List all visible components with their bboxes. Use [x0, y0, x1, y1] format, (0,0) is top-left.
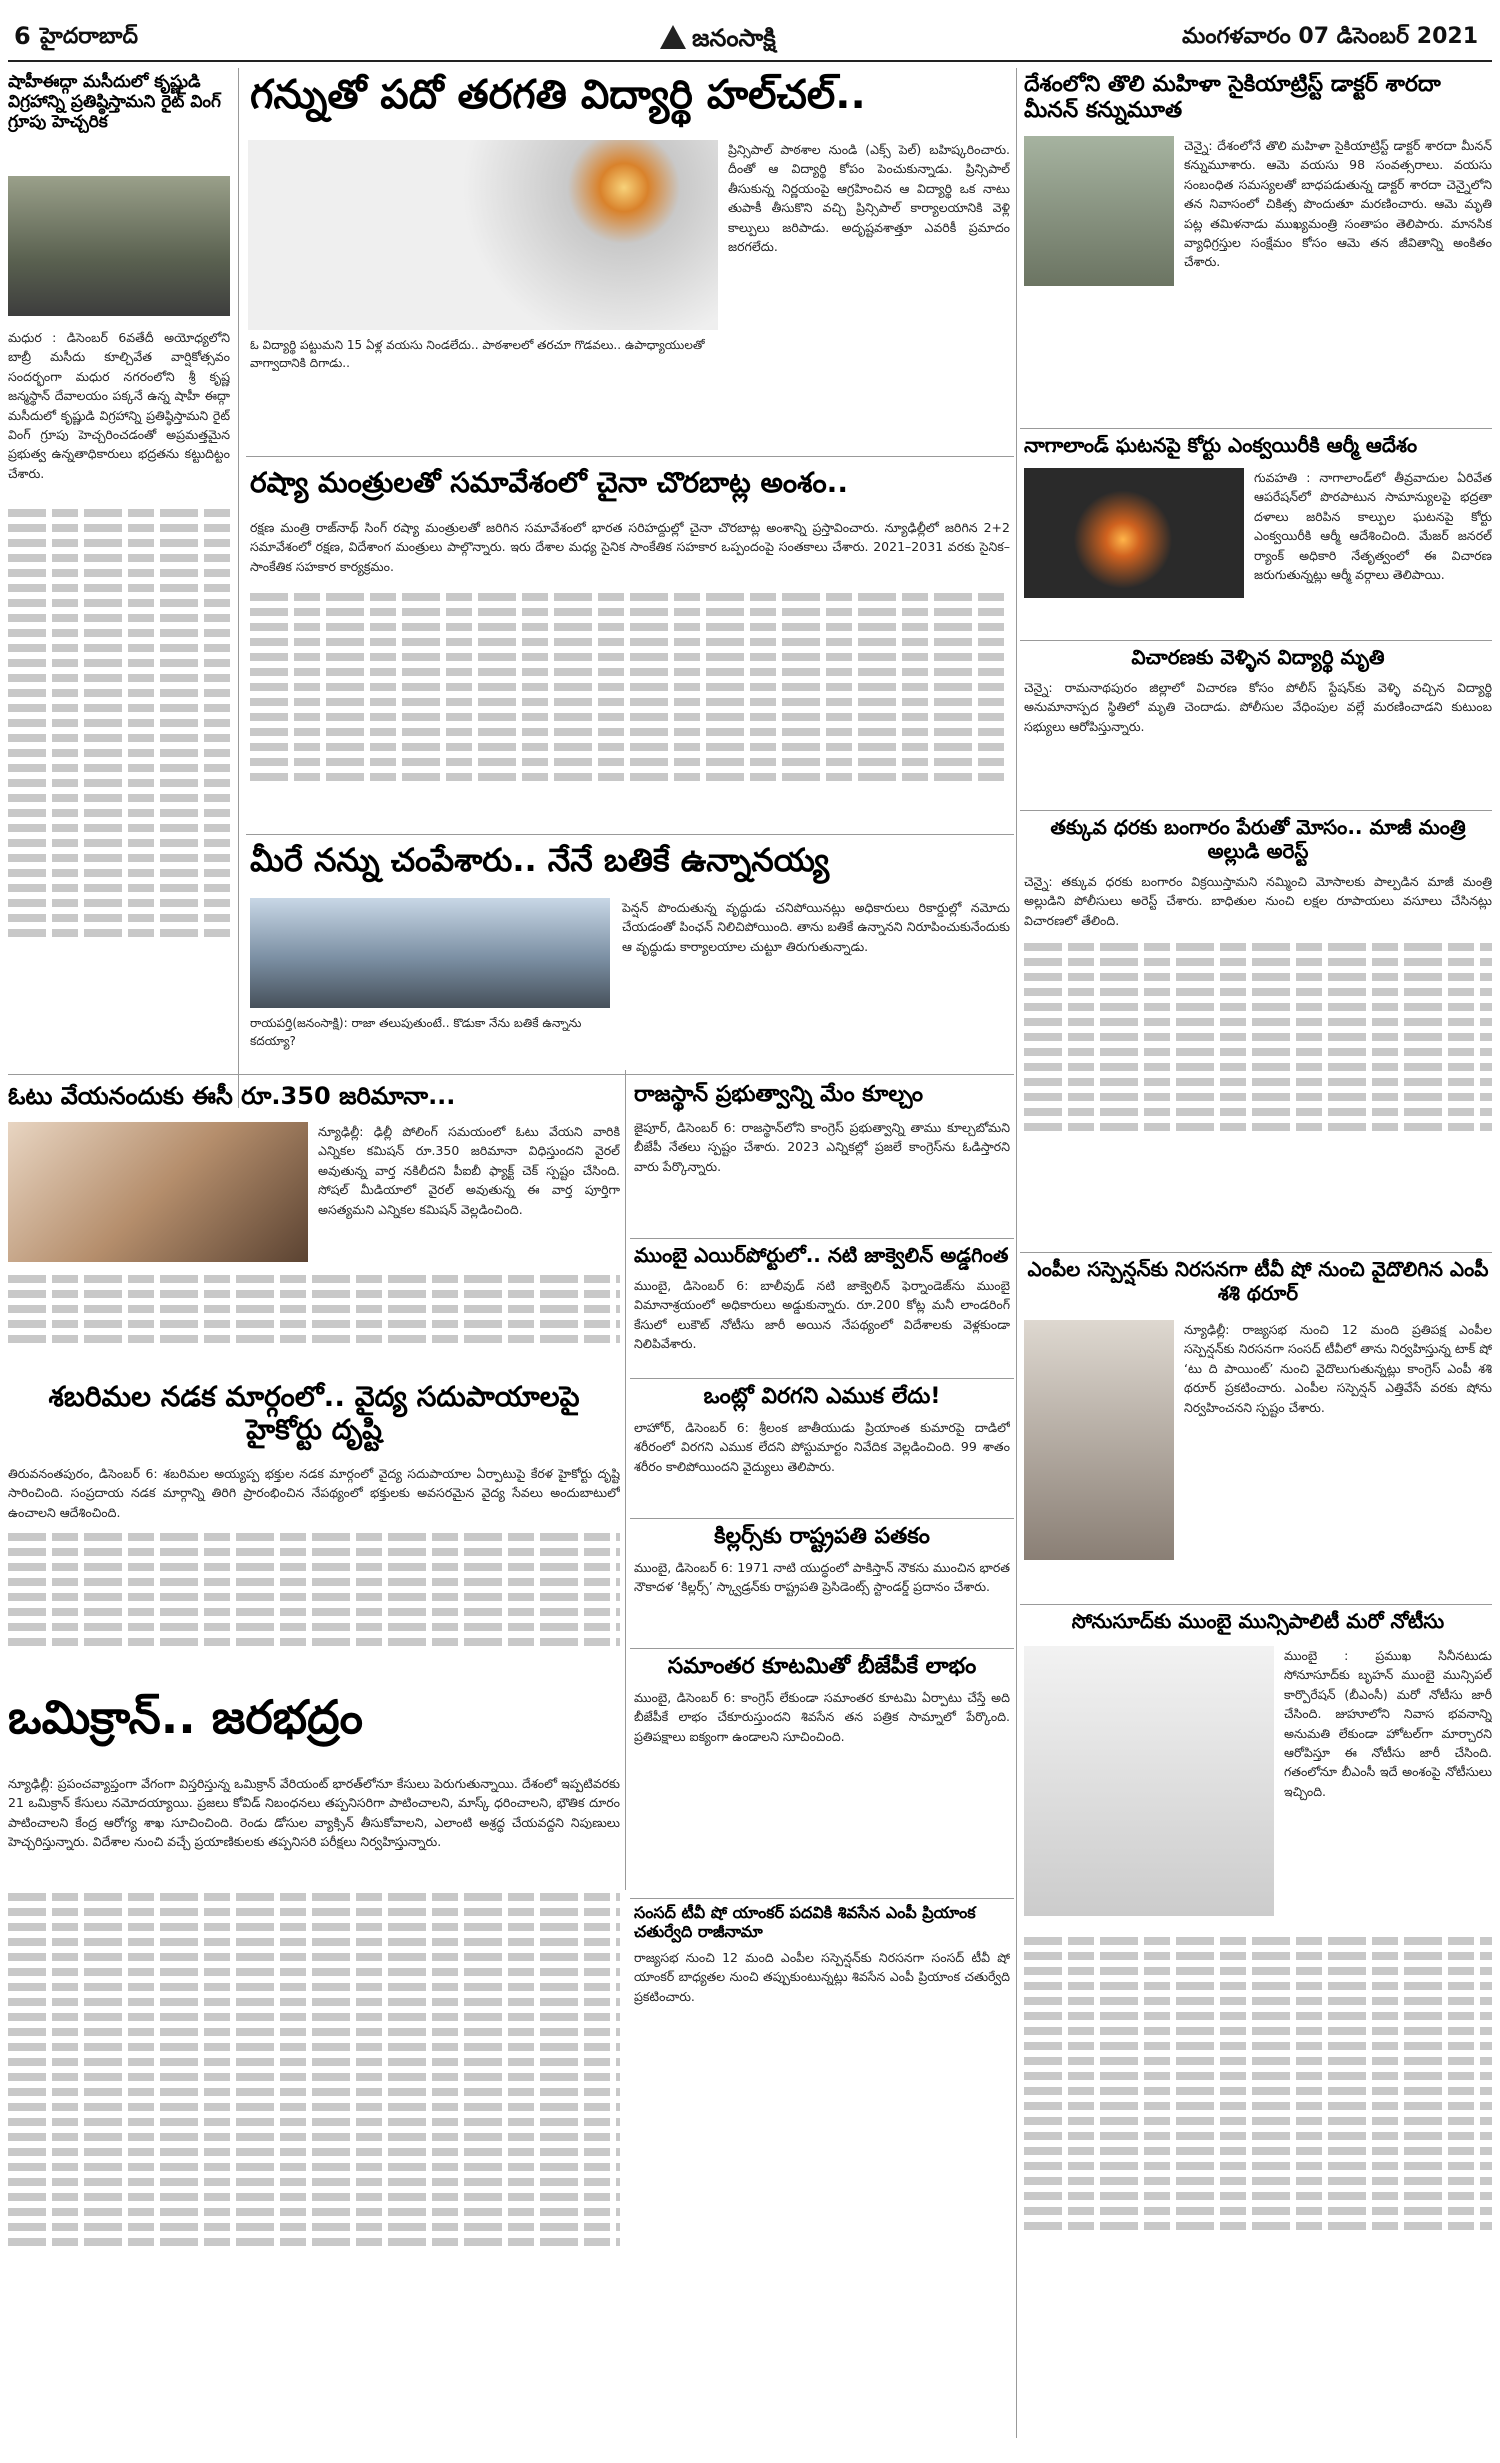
article-sonu-sood	[1024, 1610, 1492, 2440]
article-meere	[250, 842, 1010, 1072]
headline: తక్కువ ధరకు బంగారం పేరుతో మోసం.. మాజీ మంత్రి అల్లుడి అరెస్ట్	[1050, 816, 1466, 863]
headline: నాగాలాండ్ ఘటనపై కోర్టు ఎంక్వయిరీకి ఆర్మీ ఆదేశం	[1024, 434, 1418, 457]
article-priyanka	[634, 1904, 1010, 2084]
column-divider	[238, 68, 239, 1108]
section-divider	[1020, 1604, 1492, 1605]
article-psychiatrist	[1024, 72, 1492, 422]
section-divider	[1020, 1252, 1492, 1253]
edition-city: హైదరాబాద్	[40, 24, 138, 49]
article-bone	[634, 1384, 1010, 1514]
headline: గన్నుతో పదో తరగతి విద్యార్థి హల్‌చల్‌..	[250, 72, 866, 118]
body-continued	[8, 1268, 620, 1350]
article-body: రక్షణ మంత్రి రాజ్‌నాథ్ సింగ్ రష్యా మంత్రులతో జరిగిన సమావేశంలో భారత సరిహద్దుల్లో చైనా చొరబాట్ల అంశాన్ని ప్రస్తావించారు. న్యూఢిల్లీలో జరిగిన 2+2 సమావేశంలో రక్షణ, విదేశాంగ మంత్రులు పాల్గొన్నారు. ఇరు దేశాల మధ్య సైనిక సాంకేతిక సహకార ఒప్పందంపై సంతకాలు చేశారు. 2021–2031 వరకు సైనిక–సాంకేతిక సహకార కార్యక్రమం.	[250, 520, 1010, 574]
article-body: జైపూర్, డిసెంబర్ 6: రాజస్థాన్‌లోని కాంగ్రెస్ ప్రభుత్వాన్ని తాము కూల్చబోమని బీజేపీ నేతలు స్పష్టం చేశారు. 2023 ఎన్నికల్లో ప్రజలే కాంగ్రెస్‌ను ఓడిస్తారని వారు పేర్కొన్నారు.	[634, 1120, 1010, 1174]
section-divider	[246, 834, 1014, 835]
section-divider	[1020, 810, 1492, 811]
article-gold	[1024, 816, 1492, 1246]
page-number: 6	[14, 22, 31, 50]
headline: దేశంలోని తొలి మహిళా సైకియాట్రిస్ట్ డాక్టర్‌ శారదా మీనన్ కన్నుమూత	[1024, 72, 1441, 123]
headline: సమాంతర కూటమితో బీజేపీకే లాభం	[667, 1654, 977, 1679]
paper-logo	[660, 24, 776, 58]
article-body: మధుర : డిసెంబర్ 6వతేదీ అయోధ్యలోని బాబ్రీ మసీదు కూల్చివేత వార్షికోత్సవం సందర్భంగా మధుర నగరంలోని శ్రీ కృష్ణ జన్మస్థాన్ దేవాలయం పక్కనే ఉన్న షాహీ ఈద్గా మసీదులో కృష్ణుడి విగ్రహాన్ని ప్రతిష్ఠిస్తామని రైట్ వింగ్ గ్రూపు హెచ్చరించడంతో అప్రమత్తమైన ప్రభుత్వ ఉన్నతాధికారులు భద్రతను కట్టుదిట్టం చేశారు.	[8, 330, 230, 481]
photo-nagaland	[1024, 468, 1244, 598]
section-divider	[1020, 640, 1492, 641]
headline: ముంబై ఎయిర్‌పోర్టులో.. నటి జాక్వెలిన్ అడ్డగింత	[634, 1244, 1009, 1267]
headline: శబరిమల నడక మార్గంలో.. వైద్య సదుపాయాలపై హైకోర్టు దృష్టి	[48, 1380, 580, 1447]
body-continued	[8, 502, 230, 944]
article-body: ముంబై : ప్రముఖ సినీనటుడు సోనూసూద్‌కు బృహన్ ముంబై మున్సిపల్ కార్పొరేషన్ (బీఎంసీ) మరో నోటీసు జారీ చేసింది. జుహూలోని నివాస భవనాన్ని అనుమతి లేకుండా హోటల్‌గా మార్చారని ఆరోపిస్తూ ఈ నోటీసు జారీ చేసింది. గతంలోనూ బీఎంసీ ఇదే అంశంపై నోటీసులు ఇచ్చింది.	[1284, 1648, 1492, 1799]
photo-soldiers	[8, 176, 230, 316]
headline: రాజస్థాన్ ప్రభుత్వాన్ని మేం కూల్చం	[634, 1082, 924, 1107]
paper-name: జనంసాక్షి	[692, 24, 776, 52]
headline: కిల్లర్స్‌కు రాష్ట్రపతి పతకం	[714, 1524, 930, 1549]
gun-caption: ఓ విద్యార్థి పట్టుమని 15 ఏళ్ల వయసు నిండలేదు.. పాఠశాలలో తరచూ గొడవలు.. ఉపాధ్యాయులతో వాగ్వాదానికి దిగాడు..	[250, 338, 705, 370]
column-divider	[1016, 68, 1017, 2438]
headline: ఓటు వేయనందుకు ఈసీ రూ.350 జరిమానా...	[8, 1082, 456, 1110]
article-killers	[634, 1524, 1010, 1644]
article-body: న్యూఢిల్లీ: ప్రపంచవ్యాప్తంగా వేగంగా విస్తరిస్తున్న ఒమిక్రాన్ వేరియంట్ భారత్‌లోనూ కేసులు పెరుగుతున్నాయి. దేశంలో ఇప్పటివరకు 21 ఒమిక్రాన్ కేసులు నమోదయ్యాయి. ప్రజలు కోవిడ్ నిబంధనలు తప్పనిసరిగా పాటించాలని, మాస్క్ ధరించాలని, భౌతిక దూరం పాటించాలని కేంద్ర ఆరోగ్య శాఖ సూచించింది. రెండు డోసుల వ్యాక్సిన్ తీసుకోవాలని, ఎలాంటి అశ్రద్ధ చేయవద్దని నిపుణులు హెచ్చరిస్తున్నారు. విదేశాల నుంచి వచ్చే ప్రయాణికులకు తప్పనిసరి పరీక్షలు నిర్వహిస్తున్నారు.	[8, 1776, 620, 1850]
article-nagaland	[1024, 434, 1492, 634]
article-vote	[8, 1082, 620, 1372]
article-body: చెన్నై: రామనాథపురం జిల్లాలో విచారణ కోసం పోలీస్ స్టేషన్‌కు వెళ్ళి వచ్చిన విద్యార్థి అనుమానాస్పద స్థితిలో మృతి చెందాడు. పోలీసుల వేధింపుల వల్లే మరణించాడని కుటుంబ సభ్యులు ఆరోపిస్తున్నారు.	[1024, 680, 1492, 734]
article-body: రాజ్యసభ నుంచి 12 మంది ఎంపీల సస్పెన్షన్‌కు నిరసనగా సంసద్ టీవీ షో యాంకర్ బాధ్యతల నుంచి తప్పుకుంటున్నట్లు శివసేన ఎంపీ ప్రియాంక చతుర్వేది ప్రకటించారు.	[634, 1950, 1010, 2004]
photo-caption: రాయపర్తి(జనంసాక్షి): రాజా తలుపుతుంటే.. కొడుకా నేను బతికే ఉన్నాను కదయ్యా?	[250, 1016, 582, 1048]
article-body: ముంబై, డిసెంబర్ 6: కాంగ్రెస్ లేకుండా సమాంతర కూటమి ఏర్పాటు చేస్తే అది బీజేపీకే లాభం చేకూరుస్తుందని శివసేన తన పత్రిక సామ్నాలో పేర్కొంది. ప్రతిపక్షాలు ఐక్యంగా ఉండాలని సూచించింది.	[634, 1690, 1010, 1744]
article-body: న్యూఢిల్లీ: ఢిల్లీ పోలింగ్ సమయంలో ఓటు వేయని వారికి ఎన్నికల కమిషన్ రూ.350 జరిమానా విధిస్తుందని వైరల్ అవుతున్న వార్త నకిలీదని పీఐబీ ఫ్యాక్ట్ చెక్ స్పష్టం చేసింది. సోషల్ మీడియాలో వైరల్ అవుతున్న ఈ వార్త పూర్తిగా అసత్యమని ఎన్నికల కమిషన్ వెల్లడించింది.	[318, 1124, 620, 1217]
article-mumbai-airport	[634, 1244, 1010, 1374]
section-divider	[630, 1518, 1014, 1519]
section-divider	[630, 1648, 1014, 1649]
article-shahi	[8, 72, 230, 1102]
article-alliance	[634, 1654, 1010, 1894]
section-divider	[630, 1898, 1014, 1899]
gun-body: ప్రిన్సిపాల్ పాఠశాల నుండి (ఎక్స్ పెల్) బహిష్కరించారు. దీంతో ఆ విద్యార్థి కోపం పెంచుకున్నాడు. ప్రిన్సిపాల్ తీసుకున్న నిర్ణయంపై ఆగ్రహించిన ఆ విద్యార్థి ఒక నాటు తుపాకీ తీసుకొని వచ్చి ప్రిన్సిపాల్ కార్యాలయానికి వెళ్లి కాల్పులు జరిపాడు. అదృష్టవశాత్తూ ఎవరికీ ప్రమాదం జరగలేదు.	[728, 142, 1010, 254]
article-body: ముంబై, డిసెంబర్ 6: 1971 నాటి యుద్ధంలో పాకిస్తాన్ నౌకను ముంచిన భారత నౌకాదళ ‘కిల్లర్స్’ స్క్వాడ్రన్‌కు రాష్ట్రపతి ప్రెసిడెంట్స్ స్టాండర్డ్ ప్రదానం చేశారు.	[634, 1560, 1010, 1595]
body-continued	[250, 586, 1010, 788]
masthead-rule	[8, 60, 1492, 62]
body-continued	[8, 1526, 620, 1653]
article-student-death	[1024, 646, 1492, 806]
headline: మీరే నన్ను చంపేశారు.. నేనే బతికే ఉన్నానయ్య	[250, 842, 830, 879]
article-body: ముంబై, డిసెంబర్ 6: బాలీవుడ్ నటి జాక్వెలిన్ ఫెర్నాండెజ్‌ను ముంబై విమానాశ్రయంలో అధికారులు అడ్డుకున్నారు. రూ.200 కోట్ల మనీ లాండరింగ్ కేసులో లుకౌట్ నోటీసు జారీ అయిన నేపథ్యంలో విదేశాలకు వెళ్లకుండా నిలిపివేశారు.	[634, 1278, 1010, 1352]
headline: విచారణకు వెళ్ళిన విద్యార్థి మృతి	[1131, 646, 1385, 669]
section-divider	[630, 1238, 1014, 1239]
article-russia	[250, 466, 1010, 876]
section-divider	[1020, 428, 1492, 429]
article-body: పెన్షన్ పొందుతున్న వృద్ధుడు చనిపోయినట్లు అధికారులు రికార్డుల్లో నమోదు చేయడంతో పింఛన్ నిలిచిపోయింది. తాను బతికే ఉన్నానని నిరూపించుకునేందుకు ఆ వృద్ధుడు కార్యాలయాల చుట్టూ తిరుగుతున్నాడు.	[622, 900, 1010, 954]
photo-sonu-sood	[1024, 1646, 1274, 1916]
article-body: చెన్నై: తక్కువ ధరకు బంగారం విక్రయిస్తామని నమ్మించి మోసాలకు పాల్పడిన మాజీ మంత్రి అల్లుడిని పోలీసులు అరెస్ట్ చేశారు. బాధితుల నుంచి లక్షల రూపాయలు వసూలు చేసినట్లు విచారణలో తేలింది.	[1024, 874, 1492, 928]
body-continued	[8, 1886, 620, 2253]
article-body: గువహతి : నాగాలాండ్‌లో తీవ్రవాదుల ఏరివేత ఆపరేషన్‌లో పొరపాటున సామాన్యులపై భద్రతా దళాలు జరిపిన కాల్పుల ఘటనపై కోర్టు ఎంక్వయిరీకి ఆర్మీ ఆదేశించింది. మేజర్ జనరల్ ర్యాంక్ అధికారి నేతృత్వంలో ఈ విచారణ జరుగుతున్నట్లు ఆర్మీ వర్గాలు తెలిపాయి.	[1254, 470, 1492, 582]
photo-shashi-tharoor	[1024, 1320, 1174, 1560]
headline: ఒంట్లో విరగని ఎముక లేదు!	[703, 1384, 941, 1409]
issue-date: మంగళవారం 07 డిసెంబర్ 2021	[1182, 24, 1478, 49]
article-body: లాహోర్, డిసెంబర్ 6: శ్రీలంక జాతీయుడు ప్రియాంత కుమారపై దాడిలో శరీరంలో విరగని ఎముక లేదని పోస్టుమార్టం నివేదిక వెల్లడించింది. 99 శాతం శరీరం కాలిపోయిందని వైద్యులు తెలిపారు.	[634, 1420, 1010, 1474]
article-body: తిరువనంతపురం, డిసెంబర్ 6: శబరిమల అయ్యప్ప భక్తుల నడక మార్గంలో వైద్య సదుపాయాల ఏర్పాటుపై కేరళ హైకోర్టు దృష్టి సారించింది. సంప్రదాయ నడక మార్గాన్ని తిరిగి ప్రారంభించిన నేపథ్యంలో భక్తులకు అవసరమైన వైద్య సేవలు అందుబాటులో ఉంచాలని ఆదేశించింది.	[8, 1466, 620, 1520]
section-divider	[246, 456, 1014, 457]
article-gun-head	[250, 72, 1010, 132]
headline: సోనుసూద్‌కు ముంబై మున్సిపాలిటీ మరో నోటీసు	[1071, 1610, 1445, 1633]
body-continued	[1024, 1930, 1492, 2237]
headline: ఎంపీల సస్పెన్షన్‌కు నిరసనగా టీవీ షో నుంచి వైదొలిగిన ఎంపీ శశి థరూర్	[1027, 1258, 1489, 1305]
section-divider	[8, 1074, 1014, 1075]
headline: సంసద్ టీవీ షో యాంకర్ పదవికి శివసేన ఎంపీ ప్రియాంక చతుర్వేది రాజీనామా	[634, 1904, 976, 1941]
article-tharoor	[1024, 1258, 1492, 1598]
article-body: చెన్నై: దేశంలోనే తొలి మహిళా సైకియాట్రిస్ట్ డాక్టర్ శారదా మీనన్ కన్నుమూశారు. ఆమె వయసు 98 సంవత్సరాలు. వయసు సంబంధిత సమస్యలతో బాధపడుతున్న డాక్టర్ శారదా చెన్నైలోని తన నివాసంలో చికిత్స పొందుతూ మరణించారు. ఆమె మృతి పట్ల తమిళనాడు ముఖ్యమంత్రి సంతాపం తెలిపారు. మానసిక వ్యాధిగ్రస్తుల సంక్షేమం కోసం ఆమె తన జీవితాన్ని అంకితం చేశారు.	[1184, 138, 1492, 270]
photo-ballot	[8, 1122, 308, 1262]
body-continued	[1024, 936, 1492, 1138]
photo-crowd	[250, 898, 610, 1008]
article-sabarimala	[8, 1380, 620, 1680]
logo-icon	[660, 25, 686, 49]
article-rajasthan	[634, 1082, 1010, 1232]
headline: ఒమిక్రాన్‌.. జరభద్రం	[8, 1690, 363, 1744]
headline: షాహీఈద్గా మసీదులో కృష్ణుడి విగ్రహాన్ని ప్రతిష్ఠిస్తామని రైట్ వింగ్ గ్రూపు హెచ్చరిక	[8, 72, 221, 133]
article-body: న్యూఢిల్లీ: రాజ్యసభ నుంచి 12 మంది ప్రతిపక్ష ఎంపీల సస్పెన్షన్‌కు నిరసనగా సంసద్ టీవీలో తాను నిర్వహిస్తున్న టాక్ షో ‘టు ది పాయింట్’ నుంచి వైదొలుగుతున్నట్లు కాంగ్రెస్ ఎంపీ శశి థరూర్ ప్రకటించారు. ఎంపీల సస్పెన్షన్ ఎత్తివేసే వరకు షోను నిర్వహించనని స్పష్టం చేశారు.	[1184, 1322, 1492, 1415]
section-divider	[630, 1378, 1014, 1379]
photo-sharada-menon	[1024, 136, 1174, 286]
headline: రష్యా మంత్రులతో సమావేశంలో చైనా చొరబాట్ల అంశం..	[250, 466, 848, 499]
photo-gun	[248, 140, 718, 330]
